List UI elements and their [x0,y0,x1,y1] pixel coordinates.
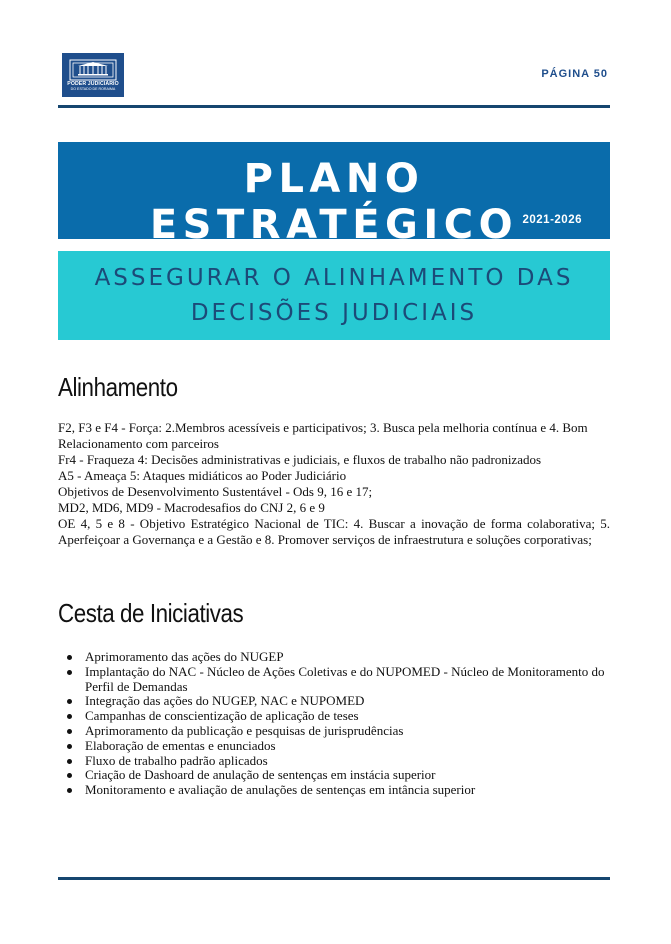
objective-title: ASSEGURAR O ALINHAMENTO DAS DECISÕES JUDICIAIS [94,264,574,326]
alinhamento-line: A5 - Ameaça 5: Ataques midiáticos ao Poder Judiciário [58,468,347,483]
logo-line-1: PODER JUDICIÁRIO [67,81,119,87]
list-item: Monitoramento e avaliação de anulações de sentenças em intância superior [58,783,610,798]
list-item: Implantação do NAC - Núcleo de Ações Coletivas e do NUPOMED - Núcleo de Monitoramento do Perfil de Demandas [58,665,610,695]
courthouse-icon [69,57,117,81]
alinhamento-line: OE 4, 5 e 8 - Objetivo Estratégico Nacional de TIC: 4. Buscar a inovação de forma colaborativa; 5. Aperfeiçoar a Governança e a Gestão e 8. Promover serviços de infraestrutura e soluções corporativas; [58,516,610,547]
list-item: Integração das ações do NUGEP, NAC e NUPOMED [58,694,610,709]
initiatives-list [58,650,610,798]
list-item: Aprimoramento das ações do NUGEP [58,650,610,665]
alinhamento-body [58,420,610,548]
bottom-divider [58,877,610,880]
list-item: Fluxo de trabalho padrão aplicados [58,754,610,769]
court-logo [62,53,124,97]
list-item: Elaboração de ementas e enunciados [58,739,610,754]
title-banner [58,142,610,248]
objective-banner [58,251,610,340]
page-number: PÁGINA 50 [541,68,608,80]
alinhamento-heading: Alinhamento [58,372,178,402]
document-title: PLANO ESTRATÉGICO [149,156,519,248]
alinhamento-line: MD2, MD6, MD9 - Macrodesafios do CNJ 2, 6 e 9 [58,500,325,515]
logo-line-2: DO ESTADO DE RORAIMA [70,87,116,91]
list-item: Aprimoramento da publicação e pesquisas de jurisprudências [58,724,610,739]
alinhamento-line: Objetivos de Desenvolvimento Sustentável - Ods 9, 16 e 17; [58,484,373,499]
alinhamento-line: Fr4 - Fraqueza 4: Decisões administrativas e judiciais, e fluxos de trabalho não padronizados [58,452,542,467]
plan-years: 2021-2026 [522,214,582,226]
list-item: Campanhas de conscientização de aplicação de teses [58,709,610,724]
top-divider [58,105,610,108]
list-item: Criação de Dashoard de anulação de sentenças em instácia superior [58,768,610,783]
cesta-heading: Cesta de Iniciativas [58,598,244,628]
alinhamento-line: F2, F3 e F4 - Força: 2.Membros acessíveis e participativos; 3. Busca pela melhoria contínua e 4. Bom Relacionamento com parceiros [58,420,588,451]
